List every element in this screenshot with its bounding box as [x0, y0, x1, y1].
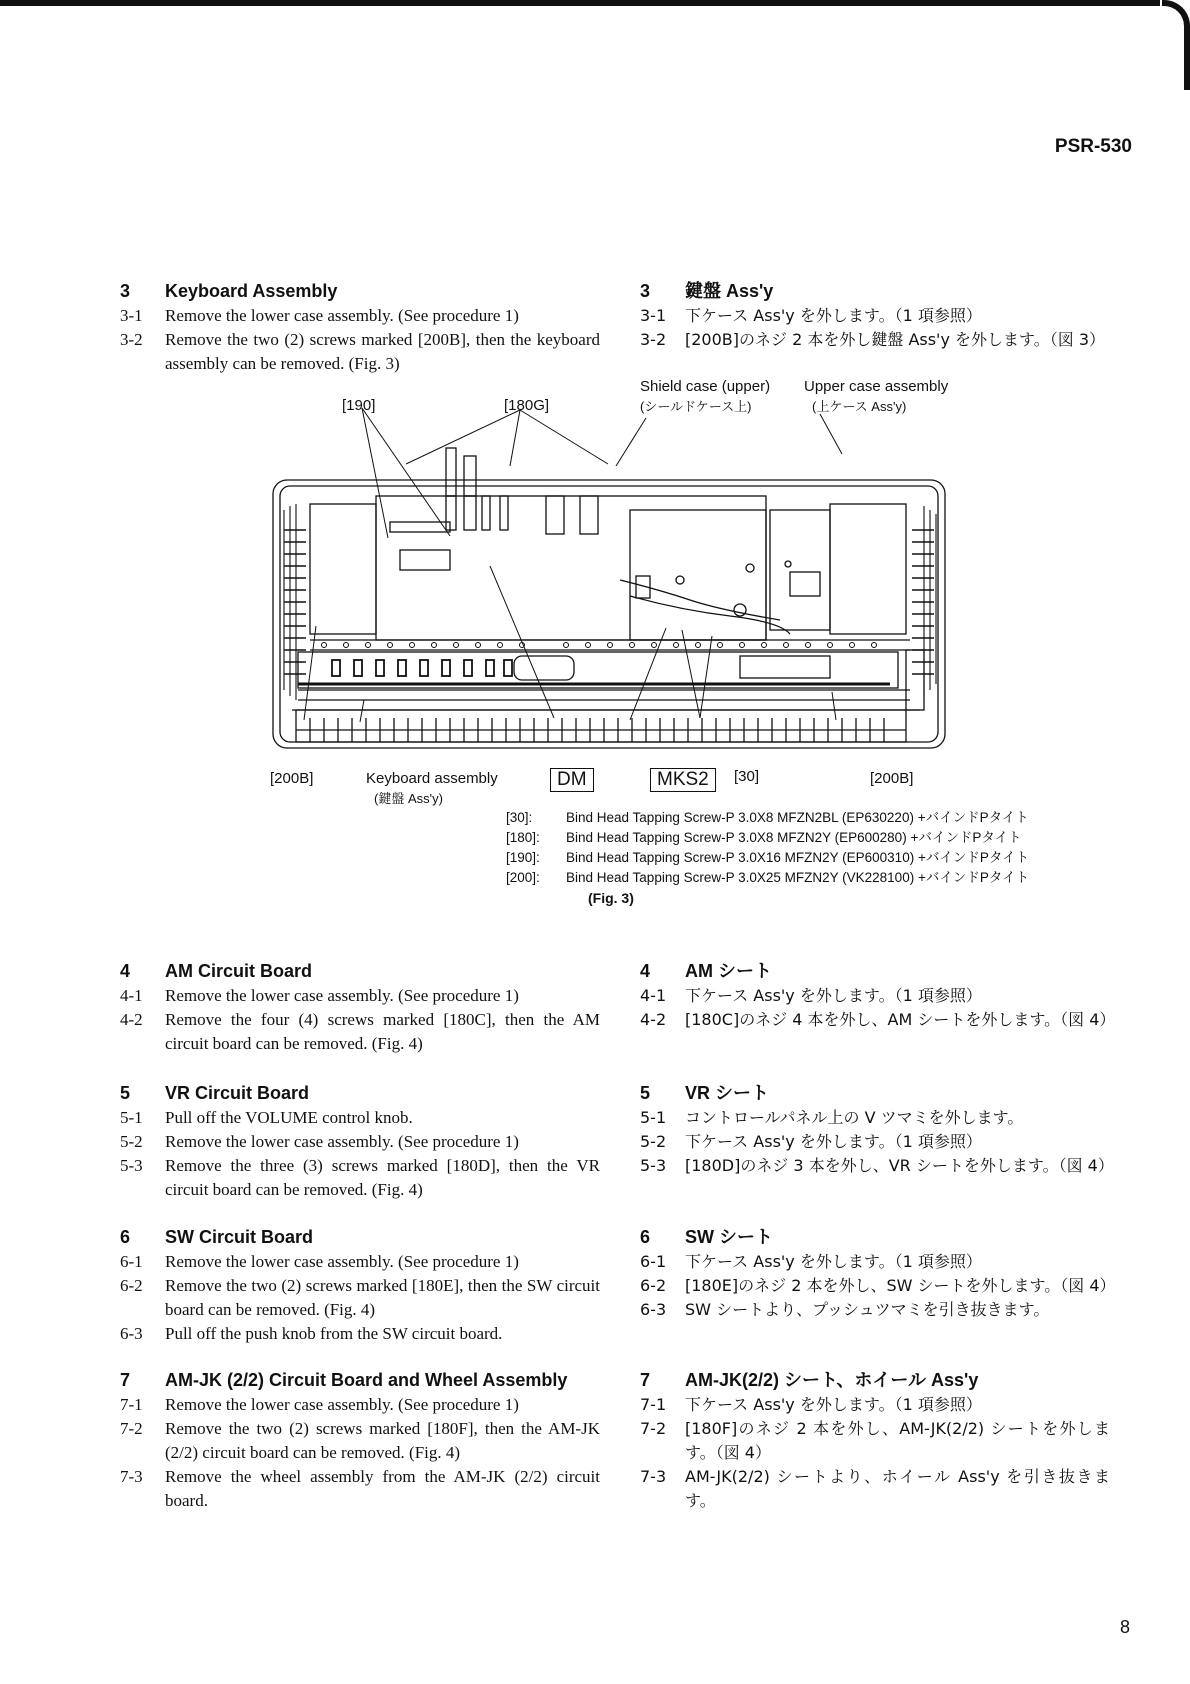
- model-name: PSR-530: [1054, 136, 1132, 157]
- step: [640, 1106, 1110, 1130]
- screw-legend: [506, 808, 1029, 888]
- step-text: 下ケース Ass'y を外します。（1 項参照）: [685, 1132, 982, 1151]
- step-text: Remove the two (2) screws marked [180F], then the AM-JK (2/2) circuit board can be removed. (Fig. 4): [165, 1419, 600, 1462]
- step-number: 6-2: [640, 1276, 667, 1295]
- step-number: 3-1: [640, 306, 667, 325]
- step-text: Remove the lower case assembly. (See procedure 1): [165, 1395, 519, 1414]
- step: [640, 328, 1110, 352]
- callout-200b-left: [200B]: [270, 770, 314, 787]
- screw-row: [506, 808, 1029, 828]
- step: [640, 304, 1110, 328]
- step-number: 3-2: [640, 330, 667, 349]
- step-number: 7-2: [640, 1419, 667, 1438]
- section-4-en: [120, 958, 600, 1056]
- step: [120, 304, 600, 328]
- step: [640, 1393, 1110, 1417]
- step-number: 4-2: [640, 1010, 667, 1029]
- step-number: 3-2: [120, 330, 143, 349]
- step-number: 5-1: [640, 1108, 667, 1127]
- section-title: AM シート: [685, 961, 772, 981]
- step: [640, 1465, 1110, 1513]
- section-number: 6: [640, 1227, 651, 1247]
- keyboard-assembly-diagram: [270, 400, 950, 800]
- step-number: 3-1: [120, 306, 143, 325]
- figure-caption: (Fig. 3): [588, 890, 634, 906]
- screw-desc: Bind Head Tapping Screw-P 3.0X8 MFZN2Y (EP600280) +バインドPタイト: [566, 830, 1022, 845]
- callout-dm: DM: [550, 768, 594, 792]
- callout-shield-case: Shield case (upper): [640, 378, 771, 395]
- step-text: AM-JK(2/2) シートより、ホイール Ass'y を引き抜きます。: [685, 1467, 1110, 1510]
- step-text: [180D]のネジ 3 本を外し、VR シートを外します。（図 4）: [685, 1156, 1114, 1175]
- step-number: 5-2: [120, 1132, 143, 1151]
- step: [120, 1465, 600, 1513]
- step-text: [180C]のネジ 4 本を外し、AM シートを外します。（図 4）: [685, 1010, 1116, 1029]
- step-text: Remove the lower case assembly. (See procedure 1): [165, 1252, 519, 1271]
- screw-desc: Bind Head Tapping Screw-P 3.0X25 MFZN2Y (VK228100) +バインドPタイト: [566, 870, 1030, 885]
- step-number: 7-3: [120, 1467, 143, 1486]
- callout-keyboard-assembly: Keyboard assembly: [366, 770, 498, 787]
- step-number: 4-1: [120, 986, 143, 1005]
- step-text: Remove the lower case assembly. (See procedure 1): [165, 306, 519, 325]
- section-title: VR Circuit Board: [165, 1083, 310, 1103]
- callout-200b-right: [200B]: [870, 770, 914, 787]
- screw-code: [30]:: [506, 810, 533, 825]
- step-number: 6-1: [120, 1252, 143, 1271]
- callout-upper-case: Upper case assembly: [804, 378, 949, 395]
- callout-190: [190]: [342, 397, 376, 414]
- step-text: [180F]のネジ 2 本を外し、AM-JK(2/2) シートを外します。（図 4）: [685, 1419, 1110, 1462]
- step-number: 7-3: [640, 1467, 667, 1486]
- step: [120, 1274, 600, 1322]
- step: [120, 1106, 600, 1130]
- step-text: コントロールパネル上の V ツマミを外します。: [685, 1108, 1024, 1127]
- section-title: Keyboard Assembly: [165, 281, 338, 301]
- step-text: Remove the wheel assembly from the AM-JK (2/2) circuit board.: [165, 1467, 600, 1510]
- screw-row: [506, 868, 1029, 888]
- step-number: 6-3: [120, 1324, 143, 1343]
- step-number: 6-3: [640, 1300, 667, 1319]
- callout-180g: [180G]: [504, 397, 550, 414]
- section-number: 5: [640, 1083, 651, 1103]
- screw-row: [506, 848, 1029, 868]
- scan-edge-top: [0, 0, 1160, 6]
- section-title: AM Circuit Board: [165, 961, 313, 981]
- step-number: 7-2: [120, 1419, 143, 1438]
- section-title: SW Circuit Board: [165, 1227, 314, 1247]
- step-text: 下ケース Ass'y を外します。（1 項参照）: [685, 1395, 982, 1414]
- step-number: 4-1: [640, 986, 667, 1005]
- callout-shield-case-jp: (シールドケース上): [640, 399, 752, 414]
- step: [120, 1130, 600, 1154]
- step-number: 6-1: [640, 1252, 667, 1271]
- section-title: 鍵盤 Ass'y: [685, 281, 774, 301]
- figure-3: [270, 378, 950, 806]
- section-number: 7: [120, 1370, 131, 1390]
- scan-edge-corner: [1162, 0, 1190, 90]
- callout-30: [30]: [734, 768, 760, 785]
- step-text: [180E]のネジ 2 本を外し、SW シートを外します。（図 4）: [685, 1276, 1116, 1295]
- section-5-jp: [640, 1080, 1114, 1178]
- step-text: Pull off the VOLUME control knob.: [165, 1108, 413, 1127]
- screw-code: [180]:: [506, 830, 540, 845]
- step-number: 7-1: [640, 1395, 667, 1414]
- section-4-jp: [640, 958, 1116, 1032]
- section-title: VR シート: [685, 1083, 770, 1103]
- section-number: 3: [640, 281, 651, 301]
- callout-mks2: MKS2: [650, 768, 716, 792]
- step: [640, 1274, 1116, 1298]
- screw-desc: Bind Head Tapping Screw-P 3.0X16 MFZN2Y (EP600310) +バインドPタイト: [566, 850, 1030, 865]
- step: [640, 1154, 1114, 1178]
- step: [120, 1322, 600, 1346]
- step-text: Remove the three (3) screws marked [180D], then the VR circuit board can be removed. (Fig. 4): [165, 1156, 600, 1199]
- step-text: Remove the lower case assembly. (See procedure 1): [165, 1132, 519, 1151]
- step: [120, 328, 600, 376]
- step: [640, 984, 1110, 1008]
- step-text: Pull off the push knob from the SW circuit board.: [165, 1324, 503, 1343]
- step-number: 4-2: [120, 1010, 143, 1029]
- step: [120, 1393, 600, 1417]
- step-text: Remove the lower case assembly. (See procedure 1): [165, 986, 519, 1005]
- section-number: 4: [120, 961, 131, 981]
- section-number: 4: [640, 961, 651, 981]
- screw-row: [506, 828, 1029, 848]
- step-text: SW シートより、プッシュツマミを引き抜きます。: [685, 1300, 1050, 1319]
- callout-keyboard-assembly-jp: (鍵盤 Ass'y): [374, 791, 443, 806]
- screw-code: [200]:: [506, 870, 540, 885]
- step-text: Remove the two (2) screws marked [180E], then the SW circuit board can be removed. (Fig. 4): [165, 1276, 600, 1319]
- section-number: 7: [640, 1370, 651, 1390]
- section-7-jp: [640, 1367, 1110, 1513]
- step: [120, 1154, 600, 1202]
- step: [640, 1298, 1110, 1322]
- step-number: 5-2: [640, 1132, 667, 1151]
- step-number: 6-2: [120, 1276, 143, 1295]
- step-number: 7-1: [120, 1395, 143, 1414]
- callout-upper-case-jp: (上ケース Ass'y): [812, 399, 907, 414]
- screw-code: [190]:: [506, 850, 540, 865]
- step: [640, 1130, 1110, 1154]
- section-6-en: [120, 1224, 600, 1346]
- section-title: SW シート: [685, 1227, 773, 1247]
- section-7-en: [120, 1367, 600, 1513]
- step-text: [200B]のネジ 2 本を外し鍵盤 Ass'y を外します。（図 3）: [685, 330, 1105, 349]
- step: [120, 1417, 600, 1465]
- section-6-jp: [640, 1224, 1116, 1322]
- step: [120, 1250, 600, 1274]
- step-text: Remove the two (2) screws marked [200B], then the keyboard assembly can be removed. (Fig. 3): [165, 330, 600, 373]
- step: [120, 1008, 600, 1056]
- step-number: 5-3: [120, 1156, 143, 1175]
- step-text: Remove the four (4) screws marked [180C], then the AM circuit board can be removed. (Fig. 4): [165, 1010, 600, 1053]
- step: [640, 1008, 1116, 1032]
- step: [640, 1417, 1110, 1465]
- step-text: 下ケース Ass'y を外します。（1 項参照）: [685, 986, 982, 1005]
- step: [120, 984, 600, 1008]
- step-number: 5-3: [640, 1156, 667, 1175]
- section-3-en: [120, 278, 600, 376]
- section-title: AM-JK(2/2) シート、ホイール Ass'y: [685, 1370, 979, 1390]
- section-title: AM-JK (2/2) Circuit Board and Wheel Assembly: [165, 1370, 568, 1390]
- section-number: 6: [120, 1227, 131, 1247]
- step-text: 下ケース Ass'y を外します。（1 項参照）: [685, 306, 982, 325]
- step: [640, 1250, 1110, 1274]
- screw-desc: Bind Head Tapping Screw-P 3.0X8 MFZN2BL (EP630220) +バインドPタイト: [566, 810, 1029, 825]
- section-number: 3: [120, 281, 131, 301]
- section-number: 5: [120, 1083, 131, 1103]
- section-5-en: [120, 1080, 600, 1202]
- section-3-jp: [640, 278, 1110, 352]
- step-number: 5-1: [120, 1108, 143, 1127]
- page-number: 8: [1119, 1617, 1130, 1637]
- step-text: 下ケース Ass'y を外します。（1 項参照）: [685, 1252, 982, 1271]
